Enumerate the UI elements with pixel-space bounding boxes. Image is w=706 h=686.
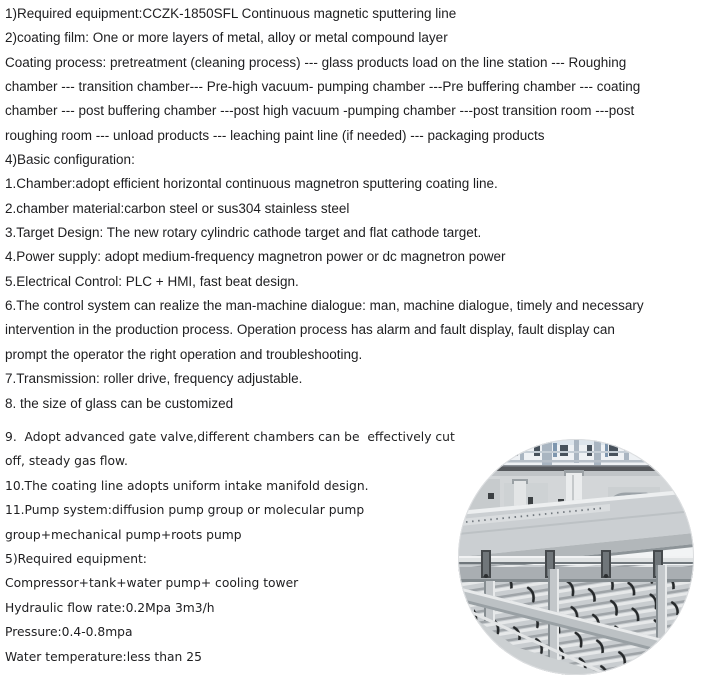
spec-line: off, steady gas flow. [5,454,128,469]
spec-line: 1)Required equipment:CCZK-1850SFL Continuous magnetic sputtering line [5,6,457,21]
spec-line: intervention in the production process. Operation process has alarm and fault display, fault display can [5,322,615,338]
spec-line: 2.chamber material:carbon steel or sus304 stainless steel [5,200,350,216]
spec-line: 10.The coating line adopts uniform intake manifold design. [5,478,369,493]
spec-line: 3.Target Design: The new rotary cylindric cathode target and flat cathode target. [5,225,482,241]
spec-line: 4.Power supply: adopt medium-frequency magnetron power or dc magnetron power [5,249,506,265]
product-photo [458,439,694,675]
spec-line: Coating process: pretreatment (cleaning process) --- glass products load on the line station --- Roughing [5,54,627,70]
spec-line: Compressor+tank+water pump+ cooling tower [5,576,299,591]
spec-bottom-paragraphs [5,425,525,669]
spec-line: group+mechanical pump+roots pump [5,527,242,542]
spec-line: 8. the size of glass can be customized [5,395,234,411]
spec-line: 1.Chamber:adopt efficient horizontal continuous magnetron sputtering coating line. [5,176,498,192]
spec-line: 6.The control system can realize the man-machine dialogue: man, machine dialogue, timely and necessary [5,298,644,314]
spec-line: 2)coating film: One or more layers of metal, alloy or metal compound layer [5,30,448,46]
spec-line: Water temperature:less than 25 [5,649,202,664]
spec-line: chamber --- transition chamber--- Pre-high vacuum- pumping chamber ---Pre buffering chamber --- coating [5,79,641,95]
spec-line: roughing room --- unload products --- leaching paint line (if needed) --- packaging products [5,127,545,143]
spec-line: 5.Electrical Control: PLC + HMI, fast beat design. [5,273,299,289]
spec-line: 4)Basic configuration: [5,152,135,168]
spec-line: 11.Pump system:diffusion pump group or molecular pump [5,503,365,518]
machinery-photo-svg [458,439,694,675]
spec-top-paragraphs [5,2,703,416]
spec-line: prompt the operator the right operation and troubleshooting. [5,346,363,362]
spec-line: 5)Required equipment: [5,552,147,567]
spec-line: Pressure:0.4-0.8mpa [5,625,133,640]
spec-line: 9. Adopt advanced gate valve,different chambers can be effectively cut [5,430,455,444]
spec-line: 7.Transmission: roller drive, frequency adjustable. [5,371,303,387]
spec-line: chamber --- post buffering chamber ---post high vacuum -pumping chamber ---post transition room ---post [5,103,635,119]
spec-line: Hydraulic flow rate:0.2Mpa 3m3/h [5,600,215,615]
